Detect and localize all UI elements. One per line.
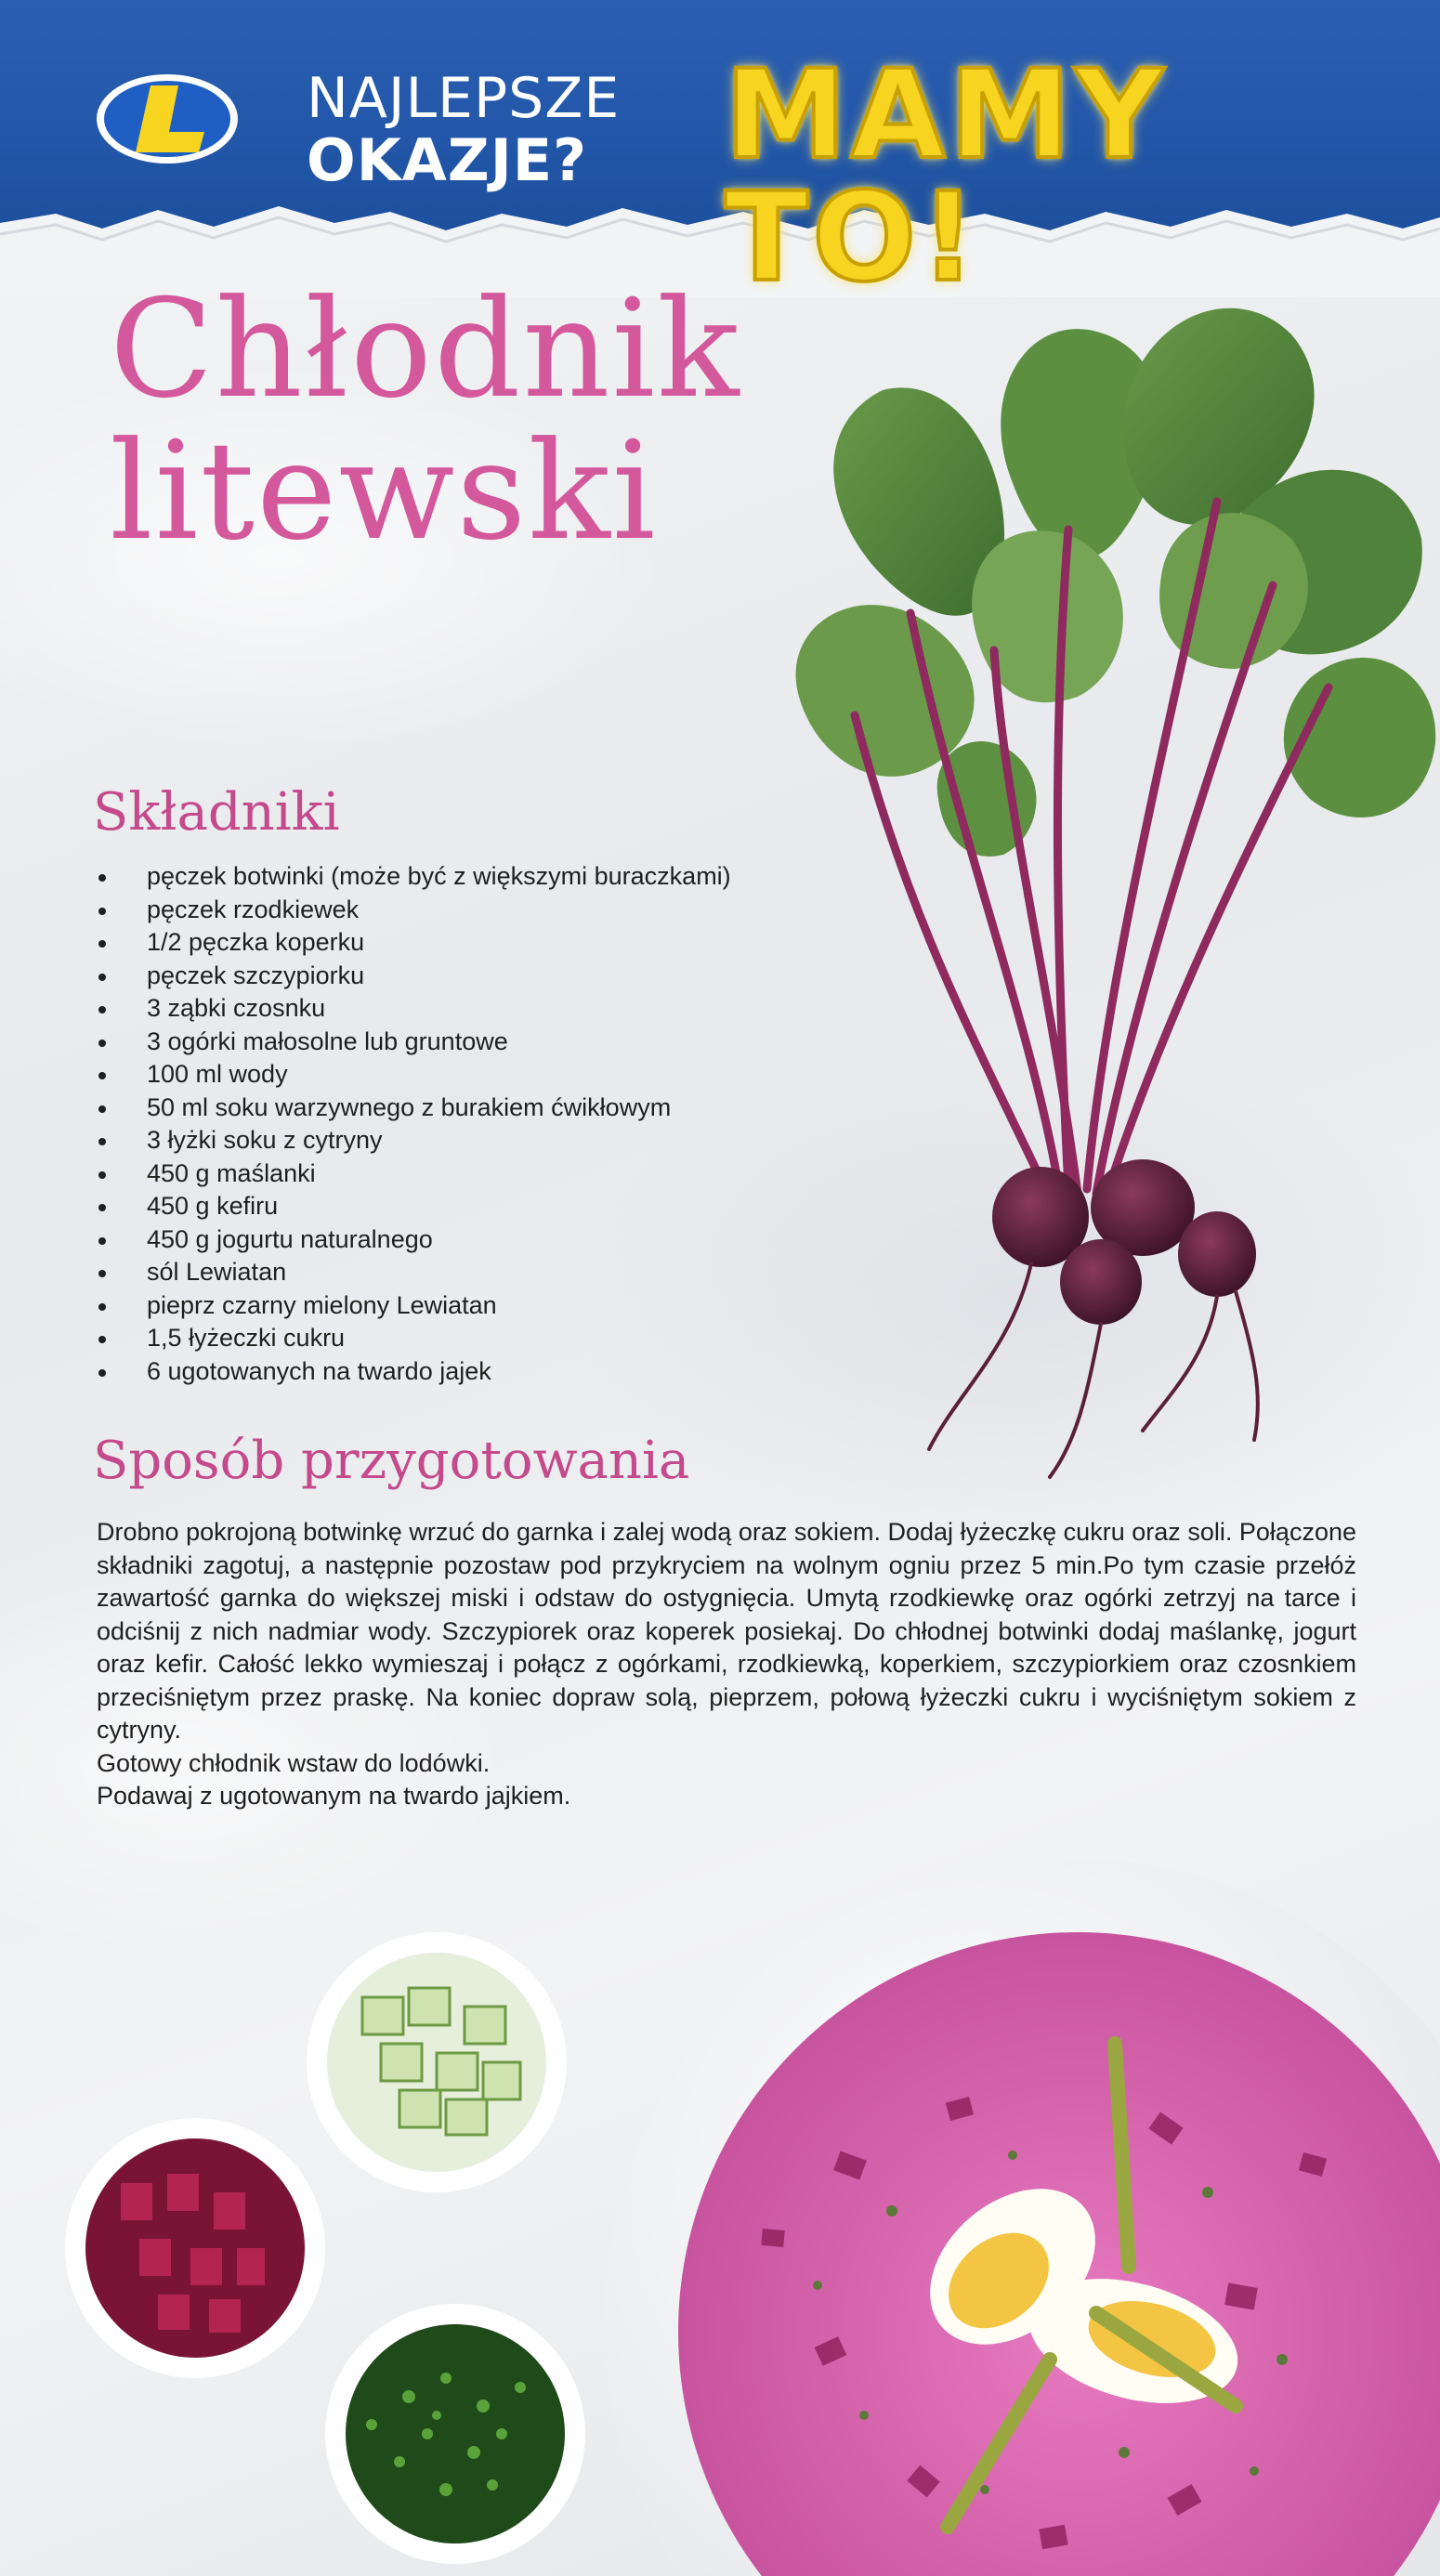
ingredient-item: pęczek szczypiorku bbox=[93, 960, 731, 993]
ingredient-item: 450 g kefiru bbox=[93, 1190, 731, 1223]
header-slogan: MAMY TO! bbox=[725, 44, 1168, 309]
ingredients-list bbox=[93, 860, 731, 1388]
ingredient-item: 3 ogórki małosolne lub gruntowe bbox=[93, 1026, 731, 1059]
method-heading: Sposób przygotowania bbox=[93, 1431, 690, 1491]
ingredient-item: 6 ugotowanych na twardo jajek bbox=[93, 1355, 731, 1389]
ingredients-heading: Składniki bbox=[93, 782, 340, 843]
tagline-line-2: OKAZJE? bbox=[307, 126, 588, 194]
recipe-title bbox=[110, 270, 853, 571]
beet-bowl bbox=[65, 2118, 325, 2378]
ingredient-item: pęczek botwinki (może być z większymi buraczkami) bbox=[93, 860, 731, 894]
method-serve-line: Podawaj z ugotowanym na twardo jajkiem. bbox=[97, 1782, 571, 1810]
ingredient-item: sól Lewiatan bbox=[93, 1256, 731, 1289]
ingredient-item: pęczek rzodkiewek bbox=[93, 894, 731, 927]
ingredient-item: pieprz czarny mielony Lewiatan bbox=[93, 1289, 731, 1323]
ingredient-item: 3 ząbki czosnku bbox=[93, 992, 731, 1026]
tagline-line-1: NAJLEPSZE bbox=[307, 66, 621, 131]
ingredient-item: 450 g jogurtu naturalnego bbox=[93, 1223, 731, 1257]
food-photo bbox=[0, 1765, 1440, 2576]
title-line-2: litewski bbox=[110, 412, 658, 571]
chives-bowl bbox=[325, 2304, 585, 2564]
ingredient-item: 100 ml wody bbox=[93, 1058, 731, 1092]
beetroot-bunch-image bbox=[771, 279, 1440, 1486]
header-tagline bbox=[307, 66, 621, 194]
ingredient-item: 1/2 pęczka koperku bbox=[93, 926, 731, 960]
title-line-1: Chłodnik bbox=[110, 270, 741, 428]
ingredient-item: 50 ml soku warzywnego z burakiem ćwikłowym bbox=[93, 1092, 731, 1125]
ingredient-item: 3 łyżki soku z cytryny bbox=[93, 1124, 731, 1157]
ingredient-item: 1,5 łyżeczki cukru bbox=[93, 1322, 731, 1355]
cucumber-bowl bbox=[307, 1932, 567, 2192]
method-paragraph: Drobno pokrojoną botwinkę wrzuć do garnka i zalej wodą oraz sokiem. Dodaj łyżeczkę cukru oraz soli. Połączone składniki zagotuj, a następnie pozostaw pod przykryciem na wolnym ogniu przez 5 min.Po tym czasie przełóż zawartość garnka do większej miski i odstaw do ostygnięcia. Umytą rzodkiewkę oraz ogórki zetrzyj na tarce i odciśnij z nich nadmiar wody. Szczypiorek oraz koperek posiekaj. Do chłodnej botwinki dodaj maślankę, jogurt oraz kefir. Całość lekko wymieszaj i połącz z ogórkami, rzodkiewką, koperkiem, szczypiorkiem oraz czosnkiem przeciśniętym przez praskę. Na koniec dopraw solą, pieprzem, połową łyżeczki cukru i wyciśniętym sokiem z cytryny. bbox=[97, 1518, 1356, 1744]
ingredient-item: 450 g maślanki bbox=[93, 1157, 731, 1191]
method-fridge-line: Gotowy chłodnik wstaw do lodówki. bbox=[97, 1748, 491, 1777]
lewiatan-logo-icon bbox=[93, 67, 242, 169]
soup-plate bbox=[604, 1858, 1440, 2576]
